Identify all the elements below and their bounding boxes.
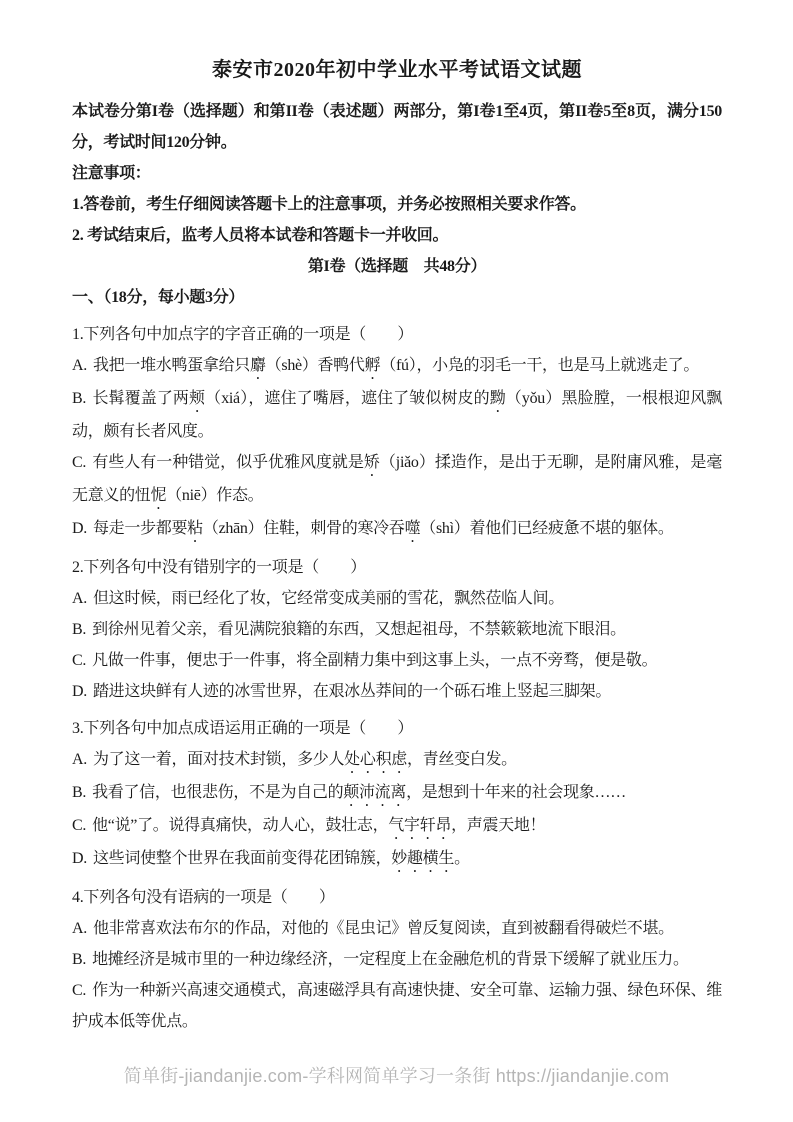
option-label: B. [72,951,87,968]
emphasis-dotted-text: 噬 [404,520,421,537]
question-option [72,383,722,447]
question-option [72,777,722,810]
option-text: 地摊经济是城市里的一种边缘经济，一定程度上在金融危机的背景下缓解了就业压力。 [92,951,689,968]
option-text: 他“说”了。说得真痛快，动人心，鼓壮志， [92,817,389,834]
option-label: A. [72,920,87,937]
emphasis-dotted-text: 矫 [363,454,380,471]
question-option [72,744,722,777]
question-option [72,645,722,676]
option-text: 作为一种新兴高速交通模式，高速磁浮具有高速快捷、安全可靠、运输力强、绿色环保、维护成本低等优点。 [72,982,722,1030]
option-text: （shì）着他们已经疲惫不堪的躯体。 [420,520,674,537]
emphasis-dotted-text: 颠沛流离 [343,784,407,801]
notice-heading: 注意事项： [72,165,151,182]
option-text: 每走一步都要 [92,520,188,537]
emphasis-dotted-text: 颊 [189,390,206,407]
option-label: C. [72,652,87,669]
question-option [72,913,722,944]
emphasis-dotted-text: 处心积虑 [344,751,407,768]
option-text: （niē）作态。 [166,487,264,504]
question-2 [72,552,722,707]
option-text: 长髯覆盖了两 [92,390,190,407]
question-option [72,975,722,1037]
question-option [72,350,722,383]
option-label: C. [72,982,87,999]
option-text: 这些词使整个世界在我面前变得花团锦簇， [92,850,392,867]
option-text: 为了这一着，面对技术封锁，多少人 [92,751,345,768]
option-text: 。 [454,850,470,867]
watermark-footer: 简单街-jiandanjie.com-学科网简单学习一条街 https://jiandanjie.com [123,1066,670,1086]
question-option [72,583,722,614]
question-option [72,843,722,876]
option-label: B. [72,784,87,801]
option-label: B. [72,390,87,407]
option-text: （shè）香鸭代 [265,357,365,374]
emphasis-dotted-text: 怩 [150,487,167,504]
page-title: 泰安市2020年初中学业水平考试语文试题 [212,59,582,81]
option-label: B. [72,621,87,638]
option-label: D. [72,520,87,537]
option-text: （fú），小凫的羽毛一干，也是马上就逃走了。 [380,357,700,374]
question-stem: 2.下列各句中没有错别字的一项是（ ） [72,559,367,576]
question-option [72,614,722,645]
section-title: 第I卷（选择题 共48分） [307,258,487,275]
notice-item-2: 2. 考试结束后，监考人员将本试卷和答题卡一并收回。 [72,227,449,244]
notice-item-1: 1.答卷前，考生仔细阅读答题卡上的注意事项，并务必按照相关要求作答。 [72,196,586,213]
question-option [72,810,722,843]
option-label: D. [72,683,87,700]
option-text: 踏进这块鲜有人迹的冰雪世界，在艰冰丛莽间的一个砾石堆上竖起三脚架。 [92,683,612,700]
emphasis-dotted-text: 粘 [187,520,203,537]
emphasis-dotted-text: 黝 [489,390,506,407]
option-text: 凡做一件事，便忠于一件事，将全副精力集中到这事上头，一点不旁骛，便是敬。 [92,652,658,669]
option-text: 到徐州见着父亲，看见满院狼籍的东西，又想起祖母，不禁簌簌地流下眼泪。 [92,621,626,638]
option-text: 他非常喜欢法布尔的作品，对他的《昆虫记》曾反复阅读，直到被翻看得破烂不堪。 [92,920,674,937]
question-stem: 4.下列各句没有语病的一项是（ ） [72,889,335,906]
exam-content [72,54,722,1037]
question-4 [72,882,722,1037]
option-label: C. [72,817,87,834]
option-label: D. [72,850,87,867]
option-text: （xiá），遮住了嘴唇，遮住了皱似树皮的 [205,390,490,407]
question-option [72,676,722,707]
part-title: 一、（18分，每小题3分） [72,289,245,306]
option-label: A. [72,751,87,768]
question-option [72,944,722,975]
option-text: （zhān）住鞋，刺骨的寒冷吞 [202,520,405,537]
option-text: 我把一堆水鸭蛋拿给只 [92,357,250,374]
question-list [72,319,722,1037]
emphasis-dotted-text: 妙趣横生 [391,850,455,867]
option-text: ，是想到十年来的社会现象…… [406,784,626,801]
option-text: 我看了信，也很悲伤，不是为自己的 [92,784,344,801]
emphasis-dotted-text: 麝 [249,357,266,374]
option-label: A. [72,590,87,607]
option-text: （yǒu）黑脸膛，一根根迎风飘动，颇有长者风度。 [72,390,722,440]
option-text: 有些人有一种错觉，似乎优雅风度就是 [92,454,364,471]
question-stem: 3.下列各句中加点成语运用正确的一项是（ ） [72,720,414,737]
question-option [72,513,722,546]
option-text: ，青丝变白发。 [406,751,517,768]
question-option [72,447,722,513]
option-text: ，声震天地！ [451,817,546,834]
option-label: A. [72,357,87,374]
emphasis-dotted-text: 孵 [364,357,381,374]
question-stem: 1.下列各句中加点字的字音正确的一项是（ ） [72,326,414,343]
option-text: （jiǎo）揉造作，是出于无聊，是附庸风雅，是毫无意义的忸 [72,454,723,504]
question-1 [72,319,722,546]
option-label: C. [72,454,87,471]
option-text: 但这时候，雨已经化了妆，它经常变成美丽的雪花，飘然莅临人间。 [92,590,564,607]
emphasis-dotted-text: 气宇轩昂 [388,817,452,834]
question-3 [72,713,722,876]
exam-intro-paragraph: 本试卷分第I卷（选择题）和第II卷（表述题）两部分，第I卷1至4页，第II卷5至8页，满分150分，考试时间120分钟。 [72,103,722,151]
